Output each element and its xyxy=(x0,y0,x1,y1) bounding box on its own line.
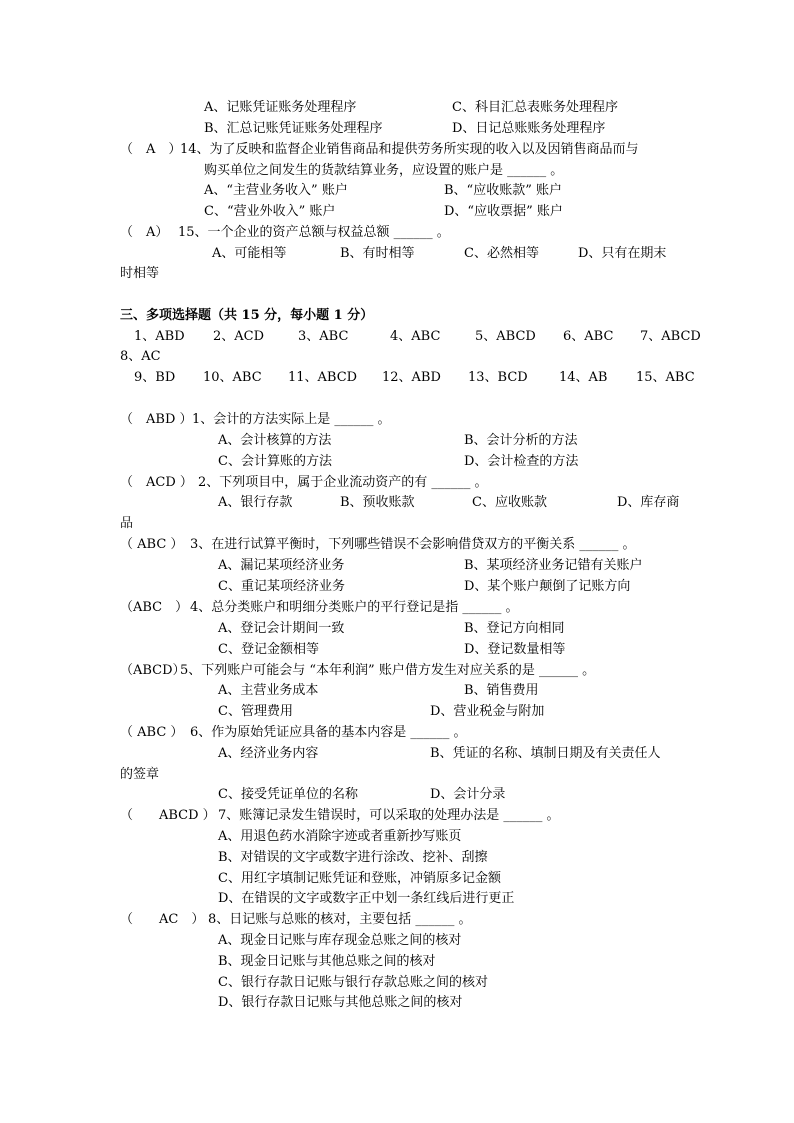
q14-option-b: B、“应收账款” 账户 xyxy=(444,183,562,198)
m2-option-d-continued: 品 xyxy=(120,516,134,531)
m1-option-c: C、会计算账的方法 xyxy=(218,454,332,469)
m4-option-c: C、登记金额相等 xyxy=(218,642,319,657)
m8-answer: （ AC ） xyxy=(120,912,205,927)
m4-answer: （ABC ） xyxy=(120,600,189,615)
answer-key-item: 1、ABD xyxy=(134,329,185,344)
answer-key-item: 6、ABC xyxy=(563,329,614,344)
m8-option-a: A、现金日记账与库存现金总账之间的核对 xyxy=(218,933,462,948)
m8-option-c: C、银行存款日记账与银行存款总账之间的核对 xyxy=(218,975,488,990)
m2-option-b: B、预收账款 xyxy=(340,495,415,510)
q13-option-c: C、科目汇总表账务处理程序 xyxy=(452,100,618,115)
answer-key-item: 14、AB xyxy=(559,370,608,385)
m4-option-d: D、登记数量相等 xyxy=(464,642,566,657)
answer-key-item: 5、ABCD xyxy=(475,329,536,344)
m6-option-b: B、凭证的名称、填制日期及有关责任人 xyxy=(430,746,661,761)
q14-option-c: C、“营业外收入” 账户 xyxy=(204,204,336,219)
m5-option-a: A、主营业务成本 xyxy=(218,683,319,698)
m4-option-a: A、登记会计期间一致 xyxy=(218,621,345,636)
answer-key-item: 12、ABD xyxy=(382,370,441,385)
answer-key-item: 2、ACD xyxy=(213,329,265,344)
m5-answer: （ABCD） xyxy=(120,663,186,678)
m3-option-c: C、重记某项经济业务 xyxy=(218,579,345,594)
m6-answer: （ ABC ） xyxy=(120,725,184,740)
m2-option-a: A、银行存款 xyxy=(218,495,293,510)
m3-option-a: A、漏记某项经济业务 xyxy=(218,558,345,573)
q15-answer: （ A） xyxy=(120,225,169,240)
m1-option-d: D、会计检查的方法 xyxy=(464,454,579,469)
m2-option-c: C、应收账款 xyxy=(472,495,547,510)
q13-option-b: B、汇总记账凭证账务处理程序 xyxy=(204,121,383,136)
m3-stem: 3、在进行试算平衡时，下列哪些错误不会影响借贷双方的平衡关系 ______ 。 xyxy=(190,537,636,552)
m1-stem: 1、会计的方法实际上是 ______ 。 xyxy=(192,412,391,427)
answer-key-item: 7、ABCD xyxy=(640,329,701,344)
m6-option-d: D、会计分录 xyxy=(430,787,506,802)
q14-stem-line1: 14、为了反映和监督企业销售商品和提供劳务所实现的收入以及因销售商品而与 xyxy=(180,142,639,157)
m6-option-a: A、经济业务内容 xyxy=(218,746,319,761)
m6-option-c: C、接受凭证单位的名称 xyxy=(218,787,358,802)
answer-key-item: 8、AC xyxy=(120,349,161,364)
m6-stem: 6、作为原始凭证应具备的基本内容是 ______ 。 xyxy=(190,725,467,740)
m2-stem: 2、下列项目中，属于企业流动资产的有 ______ 。 xyxy=(198,475,488,490)
q13-option-d: D、日记总账账务处理程序 xyxy=(452,121,606,136)
m3-answer: （ ABC ） xyxy=(120,537,184,552)
m7-answer: （ ABCD ） xyxy=(120,808,216,823)
m4-option-b: B、登记方向相同 xyxy=(464,621,565,636)
q15-option-a: A、可能相等 xyxy=(212,246,287,261)
answer-key-item: 11、ABCD xyxy=(288,370,358,385)
m7-option-c: C、用红字填制记账凭证和登账，冲销原多记金额 xyxy=(218,871,501,886)
m2-option-d: D、库存商 xyxy=(617,495,680,510)
m3-option-b: B、某项经济业务记错有关账户 xyxy=(464,558,643,573)
m4-stem: 4、总分类账户和明细分类账户的平行登记是指 ______ 。 xyxy=(190,600,519,615)
q15-option-b: B、有时相等 xyxy=(340,246,415,261)
q13-option-a: A、记账凭证账务处理程序 xyxy=(204,100,357,115)
m5-option-c: C、管理费用 xyxy=(218,704,293,719)
answer-key-item: 10、ABC xyxy=(203,370,262,385)
m8-option-b: B、现金日记账与其他总账之间的核对 xyxy=(218,954,436,969)
m5-stem: 5、下列账户可能会与 “本年利润” 账户借方发生对应关系的是 ______ 。 xyxy=(180,663,596,678)
m8-option-d: D、银行存款日记账与其他总账之间的核对 xyxy=(218,995,463,1010)
q14-stem-line2: 购买单位之间发生的货款结算业务，应设置的账户是 ______ 。 xyxy=(204,163,564,178)
m7-option-b: B、对错误的文字或数字进行涂改、挖补、刮擦 xyxy=(218,850,488,865)
answer-key-item: 4、ABC xyxy=(390,329,441,344)
m8-stem: 8、日记账与总账的核对，主要包括 ______ 。 xyxy=(208,912,472,927)
m5-option-d: D、营业税金与附加 xyxy=(430,704,545,719)
q14-answer: （ A ） xyxy=(120,142,182,157)
answer-key-item: 15、ABC xyxy=(636,370,695,385)
m2-answer: （ ACD ） xyxy=(120,475,193,490)
answer-key-item: 9、BD xyxy=(134,370,176,385)
m7-option-a: A、用退色药水消除字迹或者重新抄写账页 xyxy=(218,829,462,844)
q15-option-c: C、必然相等 xyxy=(464,246,539,261)
m5-option-b: B、销售费用 xyxy=(464,683,539,698)
m3-option-d: D、某个账户颠倒了记账方向 xyxy=(464,579,631,594)
m6-option-b-continued: 的签章 xyxy=(120,767,160,782)
answer-key-item: 13、BCD xyxy=(468,370,528,385)
q15-stem: 15、一个企业的资产总额与权益总额 ______ 。 xyxy=(178,225,450,240)
m1-option-b: B、会计分析的方法 xyxy=(464,433,578,448)
q15-option-d: D、只有在期末 xyxy=(578,246,667,261)
q14-option-d: D、“应收票据” 账户 xyxy=(444,204,563,219)
m7-stem: 7、账簿记录发生错误时，可以采取的处理办法是 ______ 。 xyxy=(218,808,560,823)
q15-option-d-continued: 时相等 xyxy=(120,266,160,281)
m1-option-a: A、会计核算的方法 xyxy=(218,433,332,448)
q14-option-a: A、“主营业务收入” 账户 xyxy=(204,183,348,198)
m7-option-d: D、在错误的文字或数字正中划一条红线后进行更正 xyxy=(218,891,515,906)
section-title: 三、多项选择题（共 15 分，每小题 1 分） xyxy=(120,308,374,323)
answer-key-item: 3、ABC xyxy=(298,329,349,344)
m1-answer: （ ABD ） xyxy=(120,412,193,427)
